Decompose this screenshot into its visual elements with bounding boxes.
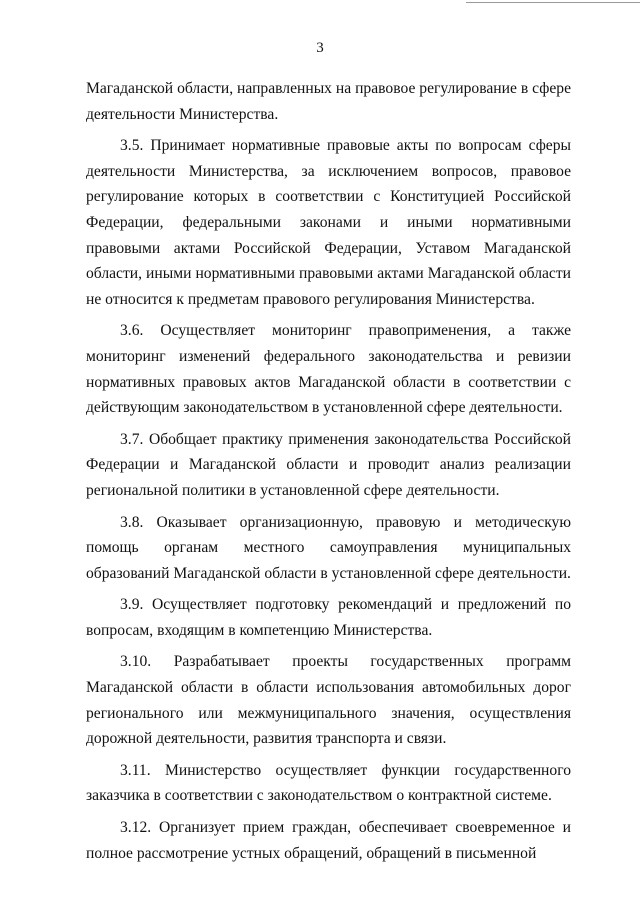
paragraph-3-9: 3.9. Осуществляет подготовку рекомендаций и предложений по вопросам, входящим в компетенцию Министерства. (86, 596, 571, 639)
paragraph-3-6: 3.6. Осуществляет мониторинг правоприменения, а также мониторинг изменений федерального законодательства и ревизии нормативных правовых актов Магаданской области в соответствии с действующим законодательством в установленной сфере деятельности. (86, 322, 571, 417)
paragraph-3-8: 3.8. Оказывает организационную, правовую и методическую помощь органам местного самоуправления муниципальных образований Магаданской области в установленной сфере деятельности. (86, 513, 571, 582)
paragraph-continuation: Магаданской области, направленных на правовое регулирование в сфере деятельности Министерства. (86, 80, 571, 123)
document-body (86, 76, 571, 866)
paragraph-3-7: 3.7. Обобщает практику применения законодательства Российской Федерации и Магаданской области и проводит анализ реализации региональной политики в установленной сфере деятельности. (86, 430, 571, 499)
page-number: 3 (316, 40, 324, 56)
paragraph-3-12: 3.12. Организует прием граждан, обеспечивает своевременное и полное рассмотрение устных обращений, обращений в письменной (86, 819, 571, 862)
paragraph-3-5: 3.5. Принимает нормативные правовые акты по вопросам сферы деятельности Министерства, за исключением вопросов, правовое регулирование которых в соответствии с Конституцией Российской Федерации, федеральными законами и иными нормативными правовыми актами Российской Федерации, Уставом Магаданской области, иными нормативными правовыми актами Магаданской области не относится к предметам правового регулирования Министерства. (86, 137, 571, 308)
top-edge-line (466, 2, 640, 3)
paragraph-3-10: 3.10. Разрабатывает проекты государственных программ Магаданской области в области использования автомобильных дорог регионального или межмуниципального значения, осуществления дорожной деятельности, развития транспорта и связи. (86, 653, 571, 748)
paragraph-3-11: 3.11. Министерство осуществляет функции государственного заказчика в соответствии с законодательством о контрактной системе. (86, 761, 571, 805)
